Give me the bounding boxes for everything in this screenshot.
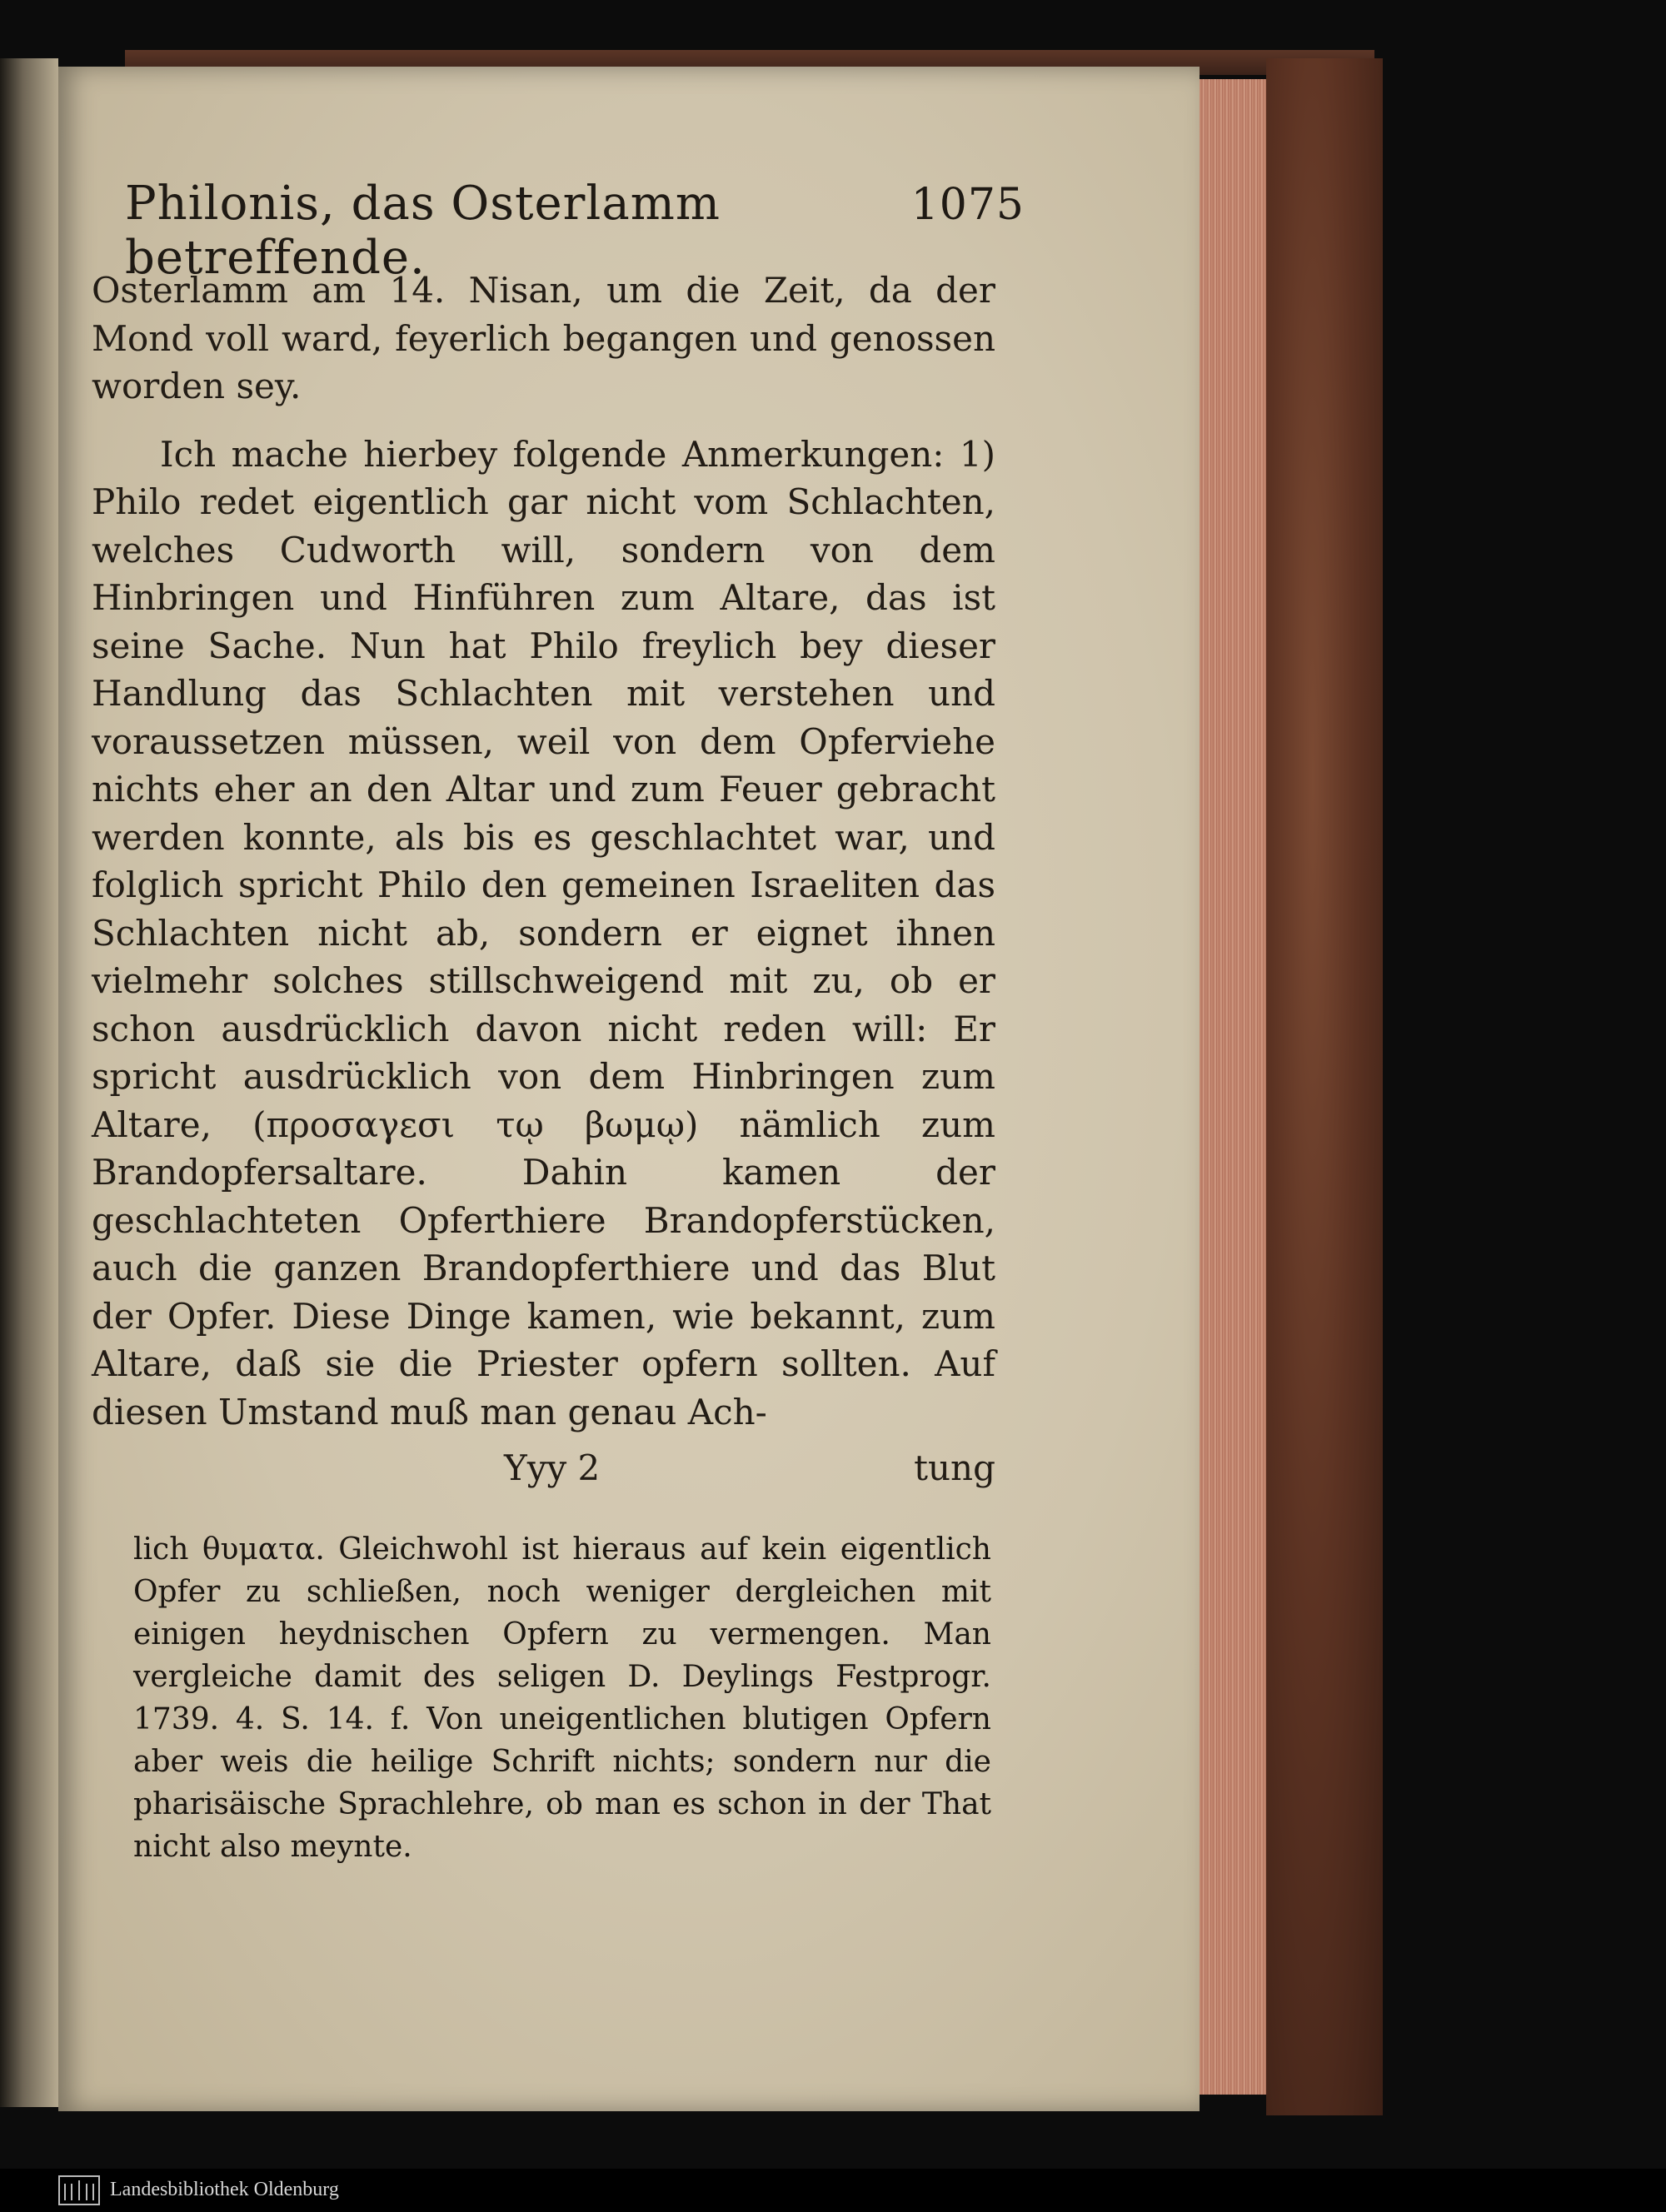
page-fore-edge <box>1200 79 1266 2095</box>
page-number: 1075 <box>910 180 1025 230</box>
signature-mark: Yyy 2 <box>504 1447 601 1488</box>
left-page-edge <box>0 58 58 2107</box>
library-name: Landesbibliothek Oldenburg <box>110 2179 339 2200</box>
paragraph-2: Ich mache hierbey folgende Anmerkungen: 1) Philo redet eigentlich gar nicht vom Schlachten, welches Cudworth will, sondern von dem Hinbringen und Hinführen zum Altare, das ist seine Sache. Nun hat Philo freylich bey dieser Handlung das Schlachten mit verstehen und voraussetzen müssen, weil von dem Opferviehe nichts eher an den Altar und zum Feuer gebracht werden konnte, als bis es geschlachtet war, und folglich spricht Philo den gemeinen Israeliten das Schlachten nicht ab, sondern er eignet ihnen vielmehr solches stillschweigend mit zu, ob er schon ausdrücklich davon nicht reden will: Er spricht ausdrücklich von dem Hinbringen zum Altare, (προσαγεσι τῳ βωμῳ) nämlich zum Brandopfersaltare. Dahin kamen der geschlachteten Opferthiere Brandopferstücken, auch die ganzen Brandopferthiere und das Blut der Opfer. Diese Dinge kamen, wie bekannt, zum Altare, daß sie die Priester opfern sollten. Auf diesen Umstand muß man genau Ach- <box>92 433 995 1432</box>
book-cover <box>1266 58 1383 2115</box>
signature-line <box>92 1447 995 1497</box>
footnote: lich θυματα. Gleichwohl ist hieraus auf kein eigentlich Opfer zu schließen, noch weniger dergleichen mit einigen heydnischen Opfern zu vermengen. Man vergleiche damit des seligen D. Deylings Festprogr. 1739. 4. S. 14. f. Von uneigentlichen blutigen Opfern aber weis die heilige Schrift nichts; sondern nur die pharisäische Sprachlehre, ob man es schon in der That nicht also meynte. <box>133 1532 991 1864</box>
library-logo-icon <box>58 2175 100 2205</box>
running-head <box>125 177 1025 285</box>
catchword: tung <box>914 1447 995 1488</box>
main-text <box>92 267 995 1436</box>
running-head-title: Philonis, das Osterlamm betreffende. <box>125 177 721 285</box>
footer-bar <box>0 2169 1666 2212</box>
paragraph-1: Osterlamm am 14. Nisan, um die Zeit, da der Mond voll ward, feyerlich begangen und genossen worden sey. <box>92 270 995 406</box>
